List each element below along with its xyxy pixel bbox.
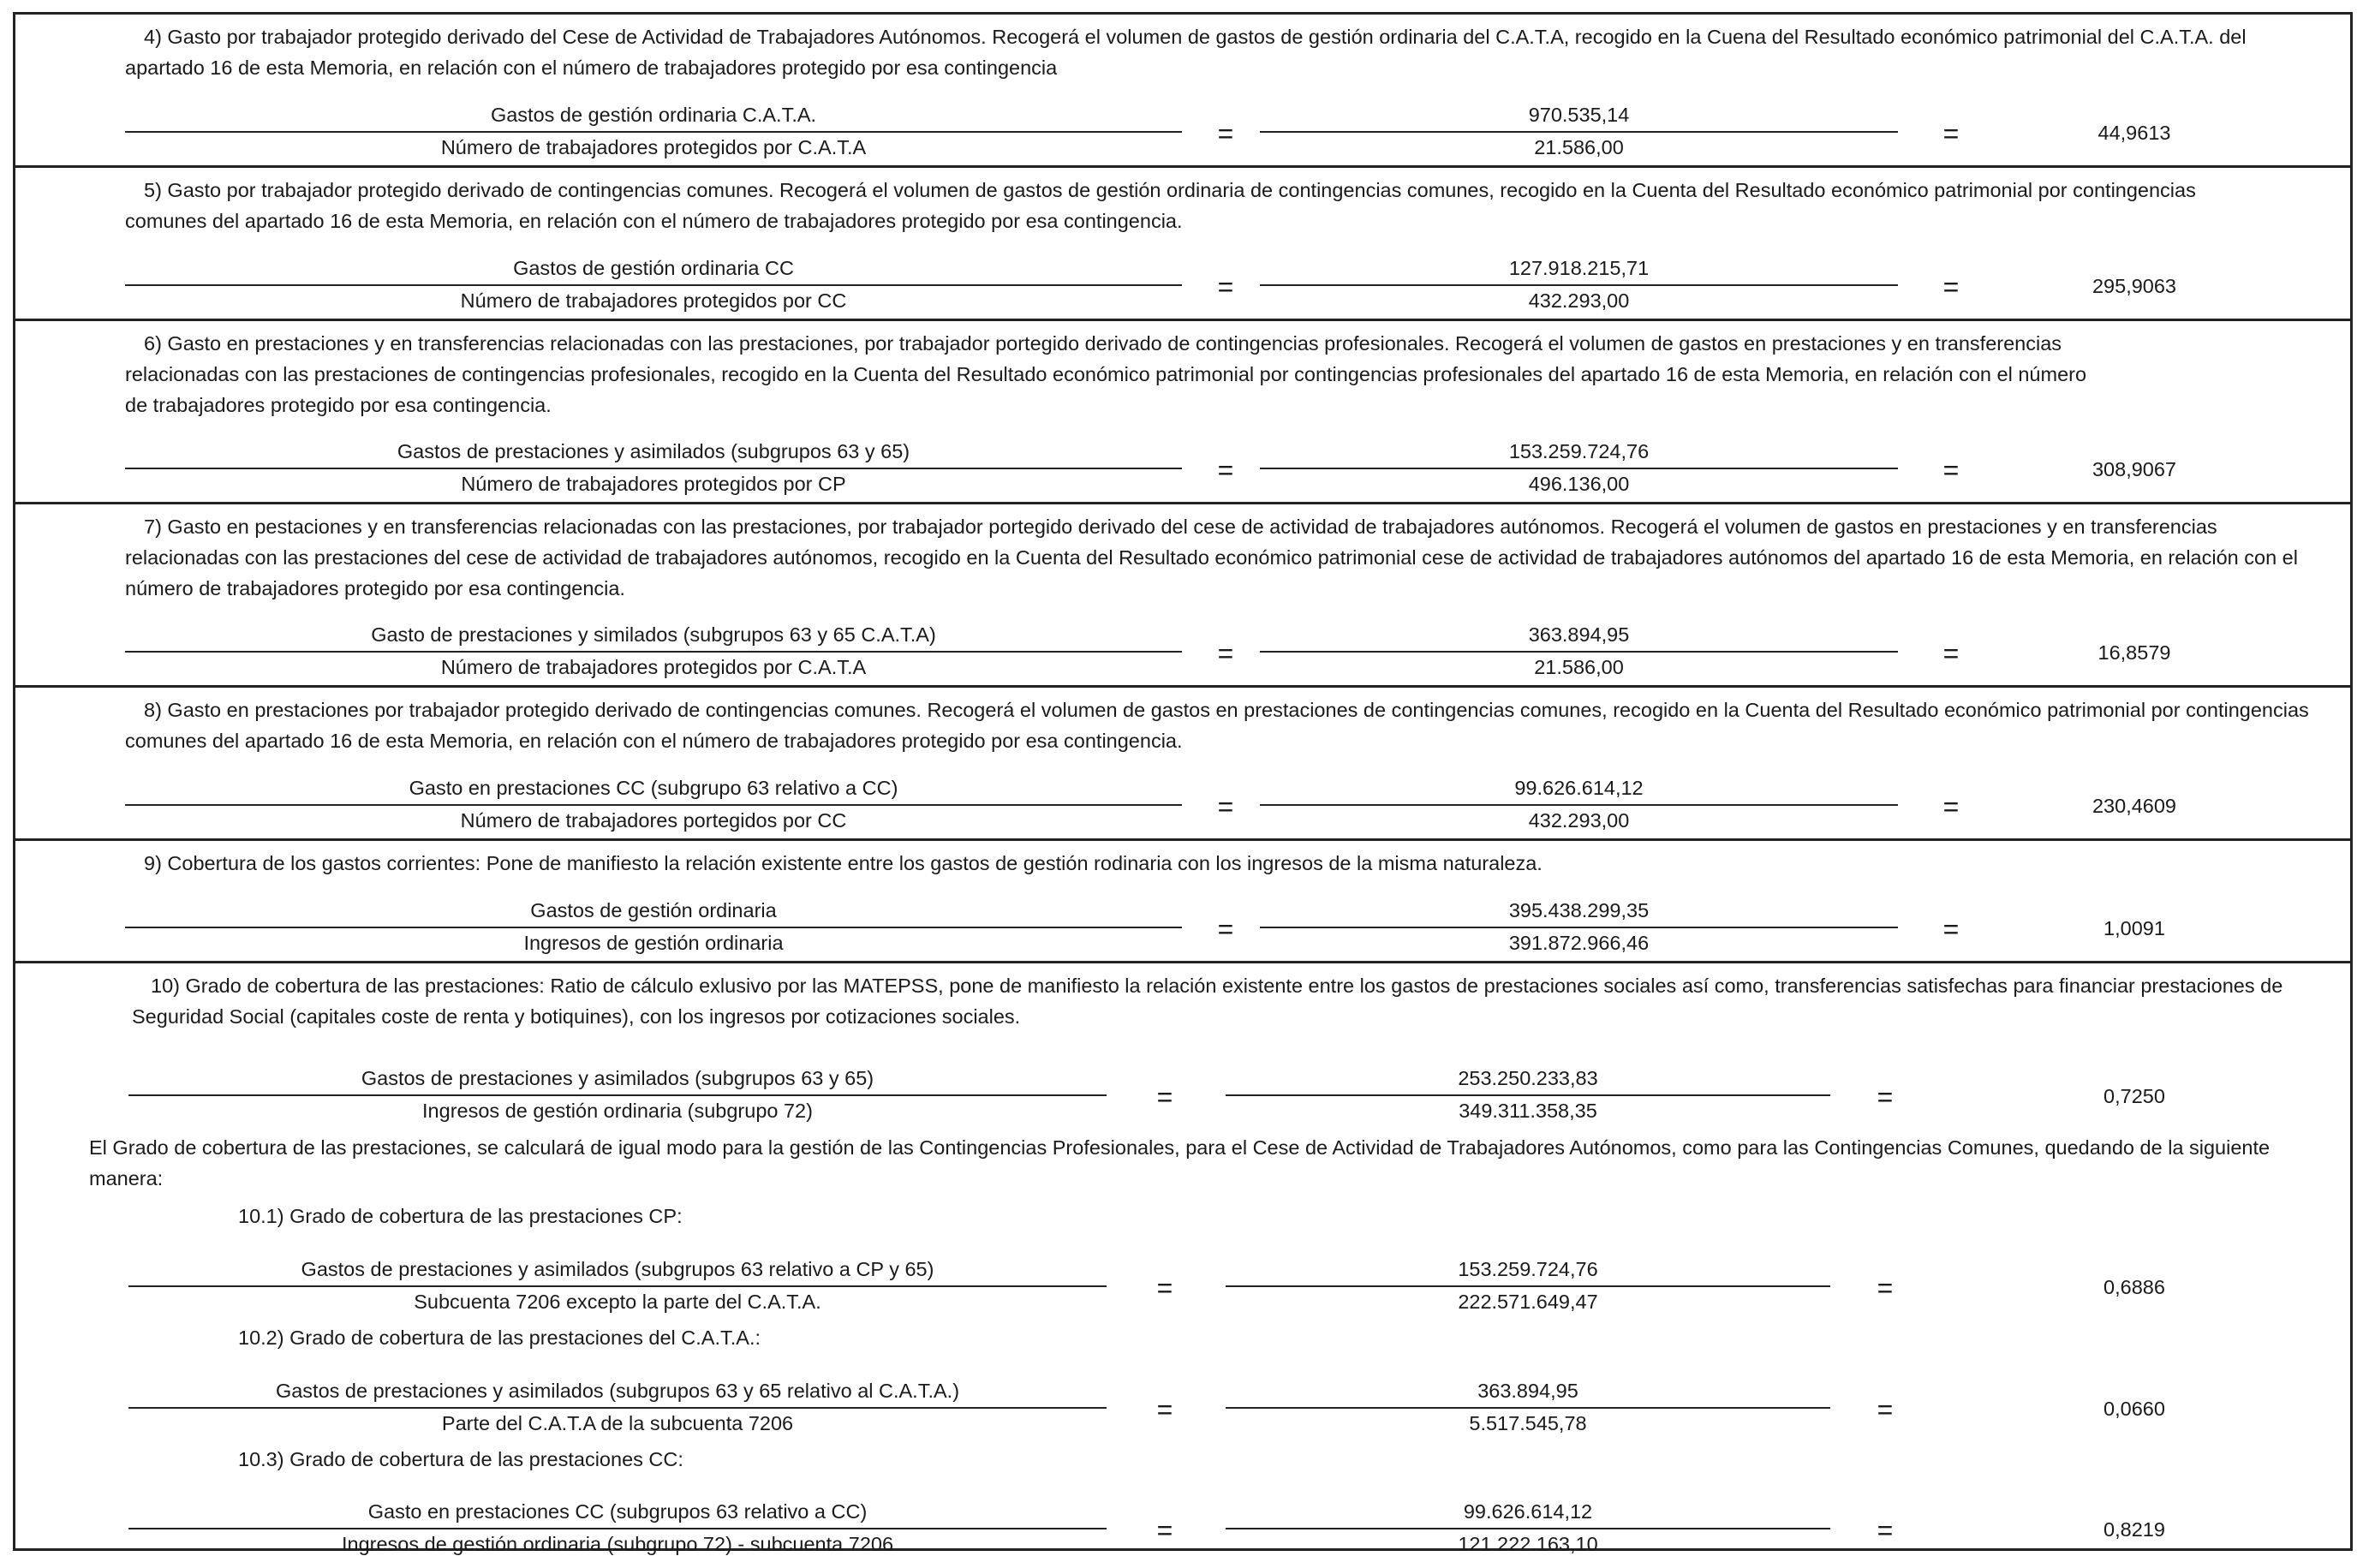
formula-7-num-label: Gasto de prestaciones y similados (subgrupos 63 y 65 C.A.T.A)	[371, 623, 936, 646]
formula-6-num-label: Gastos de prestaciones y asimilados (subgrupos 63 y 65)	[397, 440, 910, 462]
formula-6-value-bar	[1260, 468, 1898, 469]
formula-7-value-bar	[1260, 651, 1898, 653]
formula-10-result: 0,7250	[2103, 1085, 2165, 1107]
section-10-2-heading: 10.2) Grado de cobertura de las prestaciones del C.A.T.A.:	[238, 1327, 761, 1349]
section-10-text: 10) Grado de cobertura de las prestaciones: Ratio de cálculo exlusivo por las MATEPSS, pone de manifiesto la relación existente entre los gastos de prestaciones sociales así como, transferencias satisfechas para financiar prestaciones de Seguridad Social (capitales coste de renta y botiquines), con los ingresos por cotizaciones sociales.	[132, 975, 2283, 1028]
formula-9-eq-2: =	[1942, 914, 1960, 945]
formula-10-1-den-value: 222.571.649,47	[1458, 1291, 1598, 1313]
formula-6-eq-1: =	[1217, 455, 1234, 486]
formula-10-2-num-value: 363.894,95	[1477, 1380, 1578, 1402]
formula-6-den-label: Número de trabajadores protegidos por CP	[461, 473, 846, 495]
formula-5-label-bar	[125, 284, 1182, 286]
section-5	[15, 168, 2350, 321]
formula-7-num-value: 363.894,95	[1528, 623, 1630, 646]
formula-8-eq-1: =	[1217, 791, 1234, 822]
formula-4-value-bar	[1260, 131, 1898, 133]
formula-10-3	[15, 1499, 2350, 1561]
formula-9-value-bar	[1260, 927, 1898, 928]
section-8-text: 8) Gasto en prestaciones por trabajador protegido derivado de contingencias comunes. Recogerá el volumen de gastos en prestaciones de contingencias comunes, recogido en la Cuenta del Resultado económico patrimonial por contingencias comunes del apartado 16 de esta Memoria, en relación con el número de trabajadores protegido por esa contingencia.	[125, 699, 2309, 752]
formula-8-value-bar	[1260, 804, 1898, 806]
formula-10-3-value-bar	[1226, 1528, 1830, 1529]
section-9	[15, 841, 2350, 963]
formula-7-label-bar	[125, 651, 1182, 653]
formula-8-eq-2: =	[1942, 791, 1960, 822]
formula-10-3-eq-1: =	[1156, 1515, 1173, 1546]
formula-10	[15, 1066, 2350, 1128]
formula-8	[15, 776, 2350, 838]
formula-5-num-label: Gastos de gestión ordinaria CC	[513, 257, 794, 279]
formula-7-eq-2: =	[1942, 638, 1960, 669]
section-10-1-heading: 10.1) Grado de cobertura de las prestaciones CP:	[238, 1205, 683, 1227]
formula-9-den-label: Ingresos de gestión ordinaria	[523, 932, 784, 954]
formula-10-1-num-label: Gastos de prestaciones y asimilados (subgrupos 63 relativo a CP y 65)	[301, 1258, 934, 1280]
section-10-note: El Grado de cobertura de las prestaciones, se calculará de igual modo para la gestión de las Contingencias Profesionales, para el Cese de Actividad de Trabajadores Autónomos, como para las Contingencias Comunes, quedando de la siguiente manera:	[89, 1136, 2271, 1189]
formula-8-den-value: 432.293,00	[1528, 809, 1630, 832]
formula-10-2-label-bar	[128, 1407, 1107, 1409]
formula-10-3-eq-2: =	[1877, 1515, 1894, 1546]
formula-10-2-eq-2: =	[1877, 1394, 1894, 1425]
formula-5-num-value: 127.918.215,71	[1508, 257, 1650, 279]
formula-7	[15, 623, 2350, 684]
formula-7-den-label: Número de trabajadores protegidos por C.A.T.A	[440, 656, 867, 678]
formula-6	[15, 439, 2350, 501]
formula-10-1-value-bar	[1226, 1285, 1830, 1287]
formula-9-eq-1: =	[1217, 914, 1234, 945]
formula-10-2	[15, 1379, 2350, 1440]
section-9-text: 9) Cobertura de los gastos corrientes: Pone de manifiesto la relación existente entre los gastos de gestión rodinaria con los ingresos de la misma naturaleza.	[144, 852, 1543, 874]
formula-6-result: 308,9067	[2092, 458, 2177, 480]
section-5-text: 5) Gasto por trabajador protegido derivado de contingencias comunes. Recogerá el volumen de gastos de gestión ordinaria de contingencias comunes, recogido en la Cuenta del Resultado económico patrimonial por contingencias comunes del apartado 16 de esta Memoria, en relación con el número de trabajadores protegido por esa contingencia.	[125, 179, 2196, 232]
section-4	[15, 15, 2350, 168]
formula-10-eq-2: =	[1877, 1082, 1894, 1112]
formula-5-den-label: Número de trabajadores protegidos por CC	[460, 289, 847, 312]
formula-10-2-eq-1: =	[1156, 1394, 1173, 1425]
section-6-text: 6) Gasto en prestaciones y en transferencias relacionadas con las prestaciones, por trabajador portegido derivado de contingencias profesionales. Recogerá el volumen de gastos en prestaciones y en transferencias relacionadas con las prestaciones de contingencias profesionales, recogido en la Cuenta del Resultado económico patrimonial por contingencias profesionales del apartado 16 de esta Memoria, en relación con el número de trabajadores protegido por esa contingencia.	[125, 332, 2087, 416]
formula-9-label-bar	[125, 927, 1182, 928]
formula-10-value-bar	[1226, 1094, 1830, 1096]
formula-10-2-num-label: Gastos de prestaciones y asimilados (subgrupos 63 y 65 relativo al C.A.T.A.)	[275, 1380, 960, 1402]
formula-10-num-value: 253.250.233,83	[1458, 1067, 1598, 1089]
formula-5	[15, 256, 2350, 318]
formula-10-1-den-label: Subcuenta 7206 excepto la parte del C.A.T.A.	[414, 1291, 821, 1313]
formula-10-label-bar	[128, 1094, 1107, 1096]
formula-4-den-value: 21.586,00	[1534, 136, 1624, 158]
formula-10-den-label: Ingresos de gestión ordinaria (subgrupo 72)	[422, 1100, 813, 1122]
formula-4-result: 44,9613	[2097, 122, 2171, 144]
formula-7-eq-1: =	[1217, 638, 1234, 669]
formula-9-den-value: 391.872.966,46	[1508, 932, 1650, 954]
formula-8-num-value: 99.626.614,12	[1514, 777, 1644, 799]
formula-10-2-result: 0,0660	[2103, 1398, 2165, 1420]
formula-4-eq-2: =	[1942, 118, 1960, 149]
formula-8-result: 230,4609	[2092, 795, 2177, 817]
formula-10-1-num-value: 153.259.724,76	[1458, 1258, 1598, 1280]
section-10	[15, 963, 2350, 1555]
formula-10-num-label: Gastos de prestaciones y asimilados (subgrupos 63 y 65)	[361, 1067, 874, 1089]
section-7-text: 7) Gasto en pestaciones y en transferencias relacionadas con las prestaciones, por trabajador portegido derivado del cese de actividad de trabajadores autónomos. Recogerá el volumen de gastos en prestaciones y en transferencias relacionadas con las prestaciones del cese de actividad de trabajadores autónomos, recogido en la Cuenta del Resultado económico patrimonial cese de actividad de trabajadores autónomos del apartado 16 de esta Memoria, en relación con el número de trabajadores protegido por esa contingencia.	[125, 516, 2298, 599]
formula-5-result: 295,9063	[2092, 275, 2177, 297]
formula-8-label-bar	[125, 804, 1182, 806]
formula-10-3-label-bar	[128, 1528, 1107, 1529]
formula-6-num-value: 153.259.724,76	[1508, 440, 1650, 462]
formula-8-den-label: Número de trabajadores portegidos por CC	[460, 809, 847, 832]
formula-9-num-value: 395.438.299,35	[1508, 899, 1650, 921]
formula-5-den-value: 432.293,00	[1528, 289, 1630, 312]
formula-5-eq-2: =	[1942, 271, 1960, 302]
formula-8-num-label: Gasto en prestaciones CC (subgrupo 63 relativo a CC)	[409, 777, 898, 799]
formula-4-den-label: Número de trabajadores protegidos por C.A.T.A	[440, 136, 867, 158]
formula-6-den-value: 496.136,00	[1528, 473, 1630, 495]
formula-4	[15, 103, 2350, 164]
formula-9-num-label: Gastos de gestión ordinaria	[530, 899, 777, 921]
formula-10-3-result: 0,8219	[2103, 1518, 2165, 1541]
formula-4-eq-1: =	[1217, 118, 1234, 149]
formula-7-result: 16,8579	[2097, 641, 2171, 664]
formula-4-label-bar	[125, 131, 1182, 133]
formula-10-2-value-bar	[1226, 1407, 1830, 1409]
section-6	[15, 321, 2350, 504]
formula-10-1-eq-2: =	[1877, 1273, 1894, 1303]
formula-10-1-result: 0,6886	[2103, 1276, 2165, 1298]
formula-6-eq-2: =	[1942, 455, 1960, 486]
formula-4-num-label: Gastos de gestión ordinaria C.A.T.A.	[490, 104, 817, 126]
formula-6-label-bar	[125, 468, 1182, 469]
formula-4-num-value: 970.535,14	[1528, 104, 1630, 126]
formula-10-2-den-value: 5.517.545,78	[1469, 1412, 1587, 1434]
formula-9-result: 1,0091	[2103, 917, 2165, 939]
formula-9	[15, 898, 2350, 960]
section-4-text: 4) Gasto por trabajador protegido derivado del Cese de Actividad de Trabajadores Autónomos. Recogerá el volumen de gastos de gestión ordinaria del C.A.T.A, recogido en la Cuena del Resultado económico patrimonial del C.A.T.A. del apartado 16 de esta Memoria, en relación con el número de trabajadores protegido por esa contingencia	[125, 26, 2247, 79]
formula-7-den-value: 21.586,00	[1534, 656, 1624, 678]
section-7	[15, 504, 2350, 688]
formula-10-1-label-bar	[128, 1285, 1107, 1287]
formula-10-den-value: 349.311.358,35	[1459, 1100, 1597, 1122]
formula-10-3-den-value: 121.222.163,10	[1458, 1533, 1598, 1555]
formula-10-1	[15, 1257, 2350, 1319]
formula-10-3-den-label: Ingresos de gestión ordinaria (subgrupo 72) - subcuenta 7206	[341, 1533, 894, 1555]
formula-5-eq-1: =	[1217, 271, 1234, 302]
formula-10-2-den-label: Parte del C.A.T.A de la subcuenta 7206	[441, 1412, 794, 1434]
ratios-table	[13, 12, 2353, 1555]
section-10-3-heading: 10.3) Grado de cobertura de las prestaciones CC:	[238, 1448, 683, 1470]
section-8	[15, 688, 2350, 841]
formula-10-eq-1: =	[1156, 1082, 1173, 1112]
formula-5-value-bar	[1260, 284, 1898, 286]
formula-10-3-num-label: Gasto en prestaciones CC (subgrupos 63 relativo a CC)	[367, 1500, 868, 1523]
formula-10-1-eq-1: =	[1156, 1273, 1173, 1303]
formula-10-3-num-value: 99.626.614,12	[1463, 1500, 1593, 1523]
